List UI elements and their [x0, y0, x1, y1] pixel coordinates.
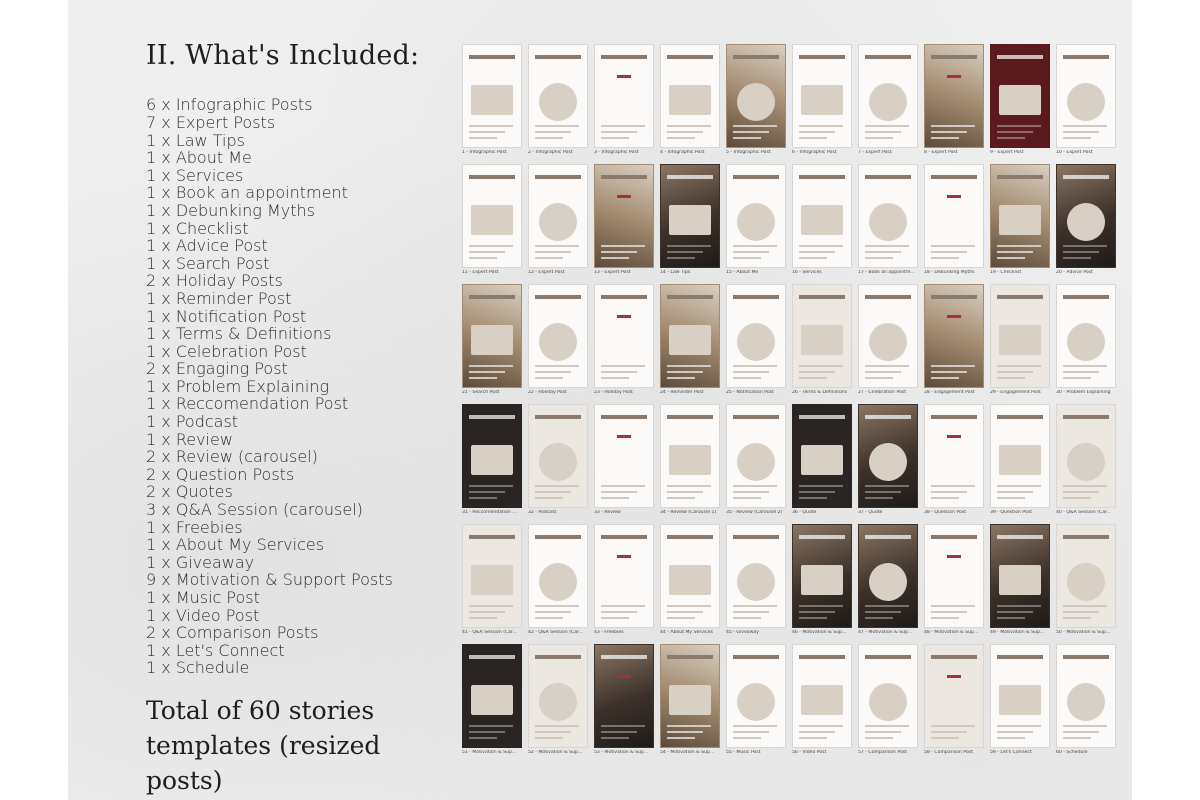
thumbnail-caption: 21 - Search Post: [462, 390, 500, 395]
thumbnail-preview: [858, 524, 918, 628]
included-item: 1 x About My Services: [146, 535, 325, 555]
template-thumbnail[interactable]: [924, 404, 984, 516]
thumbnail-preview: [1056, 44, 1116, 148]
thumbnail-caption: 37 - Quote: [858, 510, 883, 515]
thumbnail-preview: [528, 284, 588, 388]
template-thumbnail[interactable]: [990, 164, 1050, 276]
template-thumbnail[interactable]: [594, 164, 654, 276]
thumbnail-row: [462, 44, 1118, 156]
thumbnail-caption: 60 - Schedule: [1056, 750, 1088, 755]
thumbnail-caption: 32 - Podcast: [528, 510, 557, 515]
thumbnail-preview: [462, 644, 522, 748]
included-item: 2 x Comparison Posts: [146, 623, 319, 643]
template-thumbnail[interactable]: [924, 644, 984, 756]
template-thumbnail[interactable]: [594, 284, 654, 396]
thumbnail-preview: [858, 44, 918, 148]
thumbnail-caption: 14 - Law Tips: [660, 270, 691, 275]
thumbnail-caption: 29 - Engagement Post: [990, 390, 1041, 395]
template-thumbnail[interactable]: [528, 644, 588, 756]
thumbnail-caption: 58 - Comparison Post: [924, 750, 973, 755]
template-thumbnail[interactable]: [726, 44, 786, 156]
included-item: 1 x Law Tips: [146, 130, 245, 150]
thumbnail-preview: [462, 284, 522, 388]
template-thumbnail[interactable]: [528, 44, 588, 156]
thumbnail-caption: 12 - Expert Post: [528, 270, 565, 275]
included-item: 1 x Terms & Definitions: [146, 324, 332, 344]
thumbnail-row: [462, 524, 1118, 636]
thumbnail-preview: [924, 524, 984, 628]
included-item: 2 x Engaging Post: [146, 359, 288, 379]
thumbnail-caption: 15 - About Me: [726, 270, 759, 275]
included-item: 1 x Review: [146, 429, 233, 449]
thumbnail-preview: [462, 404, 522, 508]
template-thumbnail[interactable]: [990, 44, 1050, 156]
thumbnail-caption: 17 - Book an appointm...: [858, 270, 915, 275]
included-item: 1 x About Me: [146, 148, 252, 168]
template-thumbnail[interactable]: [858, 44, 918, 156]
thumbnail-caption: 48 - Motivation & Sup...: [924, 630, 979, 635]
thumbnail-preview: [990, 524, 1050, 628]
thumbnail-preview: [726, 284, 786, 388]
template-thumbnail[interactable]: [924, 284, 984, 396]
included-item: 1 x Music Post: [146, 588, 260, 608]
template-thumbnail[interactable]: [528, 524, 588, 636]
template-thumbnail[interactable]: [660, 284, 720, 396]
template-thumbnail[interactable]: [1056, 524, 1116, 636]
template-thumbnail[interactable]: [660, 164, 720, 276]
thumbnail-preview: [528, 644, 588, 748]
thumbnail-caption: 16 - Services: [792, 270, 822, 275]
thumbnail-row: [462, 164, 1118, 276]
thumbnail-preview: [528, 404, 588, 508]
thumbnail-caption: 8 - Expert Post: [924, 150, 958, 155]
thumbnail-preview: [924, 404, 984, 508]
thumbnail-preview: [594, 284, 654, 388]
template-thumbnail[interactable]: [462, 44, 522, 156]
template-thumbnail[interactable]: [726, 284, 786, 396]
included-item: 1 x Freebies: [146, 517, 243, 537]
thumbnail-preview: [660, 524, 720, 628]
included-item: 1 x Checklist: [146, 218, 249, 238]
thumbnail-preview: [1056, 524, 1116, 628]
template-thumbnail[interactable]: [1056, 44, 1116, 156]
template-thumbnail[interactable]: [660, 524, 720, 636]
thumbnail-preview: [660, 644, 720, 748]
thumbnail-preview: [792, 164, 852, 268]
thumbnail-caption: 3 - Infographic Post: [594, 150, 639, 155]
template-thumbnail[interactable]: [594, 404, 654, 516]
thumbnail-caption: 24 - Reminder Post: [660, 390, 704, 395]
thumbnail-preview: [462, 524, 522, 628]
thumbnail-caption: 35 - Review (Carousel 2): [726, 510, 783, 515]
thumbnail-preview: [462, 44, 522, 148]
thumbnail-preview: [858, 404, 918, 508]
thumbnail-preview: [1056, 284, 1116, 388]
included-item: 1 x Podcast: [146, 412, 239, 432]
included-item: 7 x Expert Posts: [146, 112, 276, 132]
template-thumbnail[interactable]: [1056, 644, 1116, 756]
thumbnail-caption: 43 - Freebies: [594, 630, 624, 635]
thumbnail-caption: 42 - Q&A Session (Car...: [528, 630, 583, 635]
included-item: 1 x Giveaway: [146, 552, 255, 572]
thumbnail-caption: 4 - Infographic Post: [660, 150, 705, 155]
included-item: 6 x Infographic Posts: [146, 95, 313, 115]
thumbnail-preview: [660, 404, 720, 508]
thumbnail-caption: 44 - About My Services: [660, 630, 713, 635]
thumbnail-caption: 46 - Motivation & Sup...: [792, 630, 847, 635]
thumbnail-preview: [594, 644, 654, 748]
included-item: 2 x Question Posts: [146, 464, 295, 484]
thumbnail-caption: 33 - Review: [594, 510, 621, 515]
thumbnail-caption: 1 - Infographic Post: [462, 150, 507, 155]
thumbnail-preview: [726, 404, 786, 508]
thumbnail-caption: 41 - Q&A Session (Car...: [462, 630, 517, 635]
thumbnail-caption: 9 - Expert Post: [990, 150, 1024, 155]
thumbnail-preview: [858, 284, 918, 388]
included-item: 1 x Notification Post: [146, 306, 307, 326]
template-thumbnail[interactable]: [594, 644, 654, 756]
template-thumbnail[interactable]: [1056, 164, 1116, 276]
thumbnail-preview: [462, 164, 522, 268]
included-list-panel: [146, 40, 446, 798]
thumbnail-preview: [1056, 644, 1116, 748]
included-item: 3 x Q&A Session (carousel): [146, 500, 363, 520]
thumbnail-caption: 53 - Motivation & Sup...: [594, 750, 649, 755]
thumbnail-preview: [660, 164, 720, 268]
template-thumbnail[interactable]: [462, 404, 522, 516]
template-thumbnail[interactable]: [462, 524, 522, 636]
thumbnail-caption: 56 - Video Post: [792, 750, 827, 755]
template-thumbnail[interactable]: [990, 644, 1050, 756]
thumbnail-caption: 7 - Expert Post: [858, 150, 892, 155]
thumbnail-caption: 19 - Checklist: [990, 270, 1022, 275]
thumbnail-preview: [990, 164, 1050, 268]
thumbnail-caption: 26 - Terms & Definitions: [792, 390, 848, 395]
template-thumbnail[interactable]: [594, 524, 654, 636]
template-thumbnail[interactable]: [924, 44, 984, 156]
template-thumbnail[interactable]: [792, 164, 852, 276]
included-item: 2 x Quotes: [146, 482, 233, 502]
thumbnail-preview: [594, 164, 654, 268]
thumbnail-preview: [660, 284, 720, 388]
thumbnail-preview: [792, 524, 852, 628]
thumbnail-caption: 34 - Review (Carousel 1): [660, 510, 717, 515]
thumbnail-preview: [858, 644, 918, 748]
thumbnail-caption: 10 - Expert Post: [1056, 150, 1093, 155]
template-thumbnail[interactable]: [462, 284, 522, 396]
template-thumbnail[interactable]: [924, 164, 984, 276]
thumbnail-preview: [726, 164, 786, 268]
thumbnail-caption: 22 - Holiday Post: [528, 390, 567, 395]
thumbnail-caption: 45 - Giveaway: [726, 630, 759, 635]
template-thumbnail[interactable]: [858, 524, 918, 636]
thumbnail-caption: 47 - Motivation & Sup...: [858, 630, 913, 635]
included-item: 1 x Reccomendation Post: [146, 394, 349, 414]
thumbnail-preview: [660, 44, 720, 148]
included-items-list: [146, 96, 446, 677]
included-item: 1 x Schedule: [146, 658, 250, 678]
thumbnail-preview: [924, 644, 984, 748]
section-heading: II. What's Included:: [146, 40, 420, 71]
thumbnail-preview: [792, 44, 852, 148]
thumbnail-caption: 31 - Reccomendation ...: [462, 510, 517, 515]
thumbnail-caption: 38 - Question Post: [924, 510, 967, 515]
thumbnail-preview: [594, 44, 654, 148]
template-thumbnail[interactable]: [924, 524, 984, 636]
thumbnail-preview: [726, 44, 786, 148]
included-item: 2 x Holiday Posts: [146, 271, 283, 291]
thumbnail-preview: [990, 44, 1050, 148]
thumbnail-caption: 59 - Let's Connect: [990, 750, 1032, 755]
thumbnail-preview: [924, 284, 984, 388]
thumbnail-caption: 49 - Motivation & Sup...: [990, 630, 1045, 635]
included-item: 1 x Book an appointment: [146, 183, 348, 203]
template-thumbnail[interactable]: [858, 164, 918, 276]
included-item: 9 x Motivation & Support Posts: [146, 570, 393, 590]
template-thumbnail[interactable]: [792, 44, 852, 156]
thumbnail-caption: 50 - Motivation & Sup...: [1056, 630, 1111, 635]
template-thumbnail[interactable]: [660, 404, 720, 516]
thumbnail-preview: [1056, 164, 1116, 268]
template-thumbnail[interactable]: [1056, 284, 1116, 396]
included-item: 1 x Let's Connect: [146, 640, 285, 660]
total-summary: Total of 60 stories templates (resized posts): [146, 695, 381, 795]
thumbnail-row: [462, 644, 1118, 756]
template-thumbnail[interactable]: [792, 644, 852, 756]
template-thumbnail[interactable]: [726, 164, 786, 276]
thumbnail-caption: 40 - Q&A Session (Car...: [1056, 510, 1111, 515]
thumbnail-preview: [924, 44, 984, 148]
thumbnail-preview: [990, 644, 1050, 748]
thumbnail-caption: 36 - Quote: [792, 510, 817, 515]
thumbnail-caption: 23 - Holiday Post: [594, 390, 633, 395]
thumbnail-preview: [1056, 404, 1116, 508]
thumbnail-preview: [990, 284, 1050, 388]
template-thumbnail[interactable]: [990, 524, 1050, 636]
included-item: 1 x Advice Post: [146, 236, 268, 256]
template-thumbnail[interactable]: [528, 284, 588, 396]
template-thumbnail[interactable]: [990, 404, 1050, 516]
thumbnail-preview: [726, 524, 786, 628]
thumbnail-caption: 54 - Motivation & Sup...: [660, 750, 715, 755]
template-thumbnail[interactable]: [792, 284, 852, 396]
thumbnail-caption: 13 - Expert Post: [594, 270, 631, 275]
thumbnail-row: [462, 404, 1118, 516]
thumbnail-preview: [792, 644, 852, 748]
thumbnail-preview: [528, 44, 588, 148]
template-thumbnail[interactable]: [858, 404, 918, 516]
template-thumbnail[interactable]: [858, 284, 918, 396]
template-thumbnail[interactable]: [726, 644, 786, 756]
thumbnail-row: [462, 284, 1118, 396]
template-thumbnail[interactable]: [462, 164, 522, 276]
template-thumbnail[interactable]: [462, 644, 522, 756]
template-thumbnail[interactable]: [726, 404, 786, 516]
included-item: 1 x Search Post: [146, 253, 270, 273]
template-thumbnail[interactable]: [1056, 404, 1116, 516]
thumbnail-preview: [528, 164, 588, 268]
included-item: 1 x Video Post: [146, 605, 260, 625]
template-thumbnail[interactable]: [594, 44, 654, 156]
thumbnail-caption: 11 - Expert Post: [462, 270, 499, 275]
template-thumbnail[interactable]: [528, 404, 588, 516]
thumbnail-caption: 52 - Motivation & Sup...: [528, 750, 583, 755]
included-item: 1 x Services: [146, 165, 244, 185]
template-thumbnail[interactable]: [792, 404, 852, 516]
thumbnail-caption: 18 - Debunking Myths: [924, 270, 975, 275]
thumbnail-preview: [792, 404, 852, 508]
thumbnail-caption: 51 - Motivation & Sup...: [462, 750, 517, 755]
thumbnail-preview: [726, 644, 786, 748]
included-item: 1 x Problem Explaining: [146, 376, 330, 396]
template-thumbnail[interactable]: [528, 164, 588, 276]
thumbnail-caption: 25 - Notification Post: [726, 390, 774, 395]
thumbnail-caption: 27 - Celebration Post: [858, 390, 907, 395]
thumbnail-caption: 20 - Advice Post: [1056, 270, 1093, 275]
included-item: 1 x Debunking Myths: [146, 200, 315, 220]
template-thumbnail[interactable]: [990, 284, 1050, 396]
thumbnail-caption: 39 - Question Post: [990, 510, 1033, 515]
thumbnail-preview: [594, 404, 654, 508]
thumbnail-preview: [528, 524, 588, 628]
thumbnail-caption: 5 - Infographic Post: [726, 150, 771, 155]
thumbnail-caption: 2 - Infographic Post: [528, 150, 573, 155]
thumbnail-caption: 55 - Music Post: [726, 750, 761, 755]
template-thumbnail[interactable]: [660, 644, 720, 756]
included-item: 2 x Review (carousel): [146, 447, 318, 467]
thumbnail-preview: [792, 284, 852, 388]
template-thumbnail[interactable]: [792, 524, 852, 636]
thumbnail-caption: 28 - Engagement Post: [924, 390, 975, 395]
thumbnail-caption: 30 - Problem Explaining: [1056, 390, 1111, 395]
thumbnail-preview: [858, 164, 918, 268]
included-item: 1 x Celebration Post: [146, 341, 307, 361]
included-item: 1 x Reminder Post: [146, 288, 292, 308]
template-thumbnail[interactable]: [726, 524, 786, 636]
thumbnail-caption: 57 - Comparison Post: [858, 750, 907, 755]
template-thumbnail[interactable]: [858, 644, 918, 756]
thumbnail-preview: [990, 404, 1050, 508]
thumbnail-preview: [924, 164, 984, 268]
template-thumbnail[interactable]: [660, 44, 720, 156]
thumbnail-caption: 6 - Infographic Post: [792, 150, 837, 155]
thumbnail-preview: [594, 524, 654, 628]
